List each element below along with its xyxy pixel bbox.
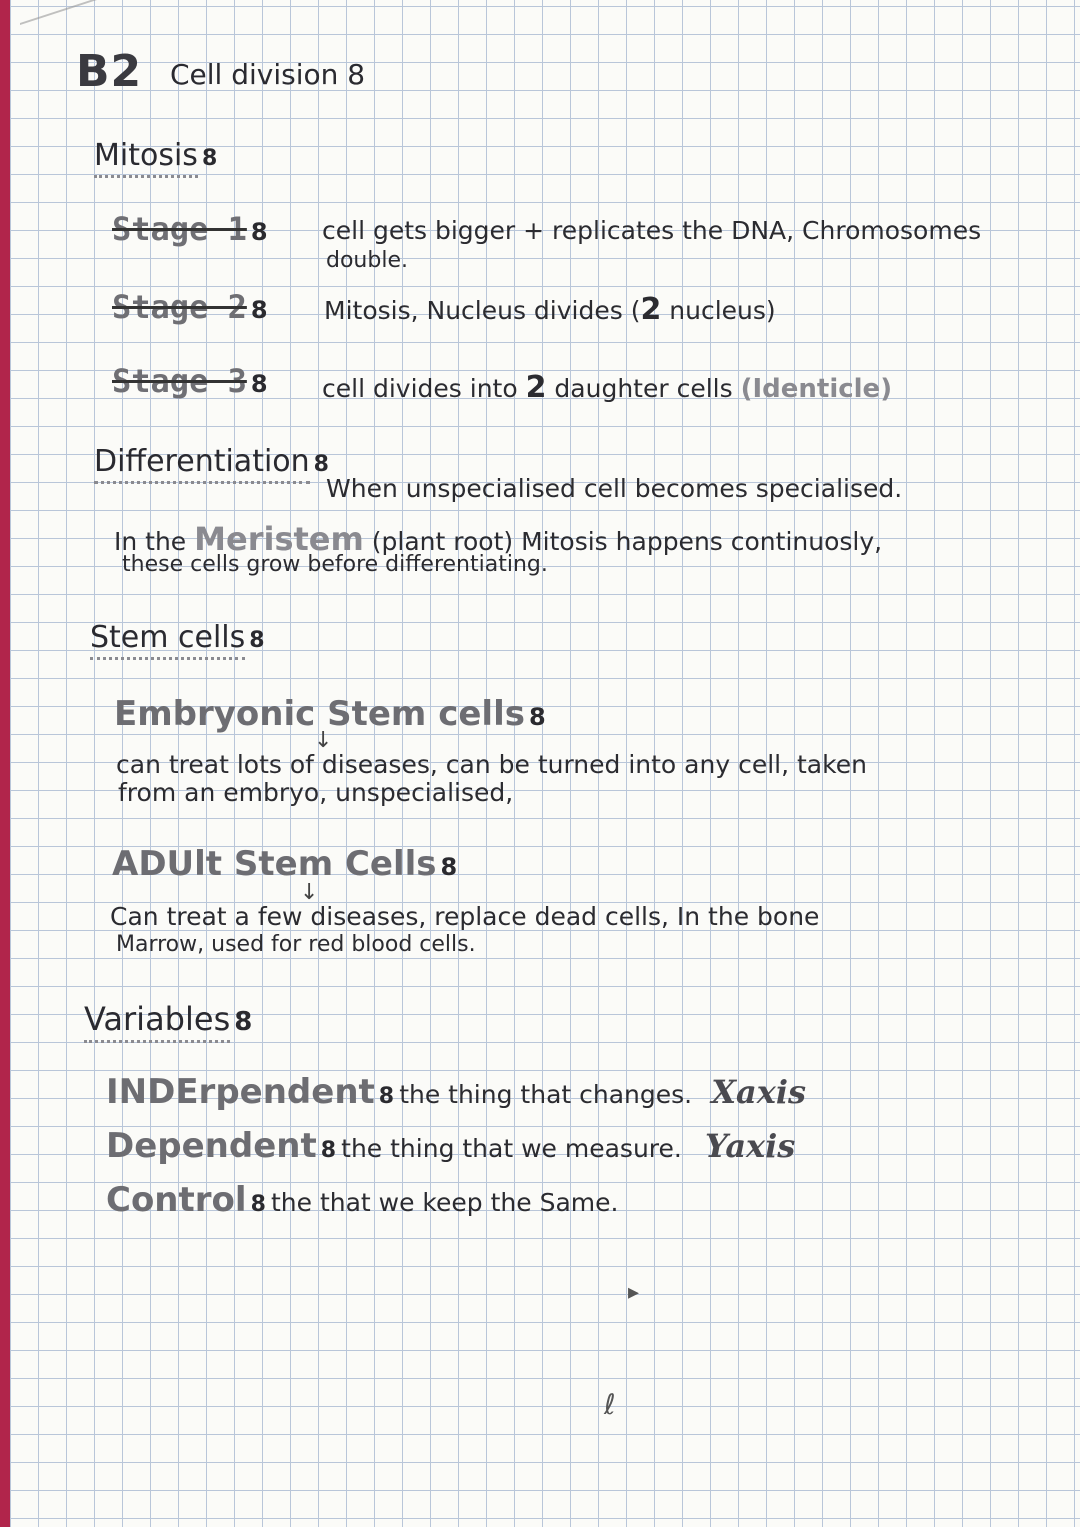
variable-row-control <box>106 1180 618 1220</box>
stage-3-sep: 8 <box>250 370 268 398</box>
meristem-rest: (plant root) Mitosis happens continuosly, <box>371 527 883 556</box>
stage-2-number: 2 <box>640 292 662 327</box>
stage-3-text-mid: daughter cells <box>554 374 733 403</box>
stage-1-row <box>112 210 268 248</box>
variables-heading-text: Variables <box>84 1000 230 1043</box>
stage-3-number: 2 <box>525 370 547 405</box>
adult-title-text: ADUlt Stem Cells <box>112 844 437 884</box>
variable-text-dependent: the thing that we measure. <box>341 1134 682 1163</box>
stage-3-text-before: cell divides into <box>322 374 518 403</box>
stage-3-label: Stage 3 <box>112 362 247 400</box>
embryonic-arrow-icon: ↓ <box>314 728 333 753</box>
variable-row-independent <box>106 1072 806 1112</box>
stage-1-text-line1: cell gets bigger + replicates the DNA, Chromosomes <box>322 216 982 245</box>
page-title: Cell division 8 <box>170 58 366 91</box>
embryonic-line2: from an embryo, unspecialised, <box>118 778 514 807</box>
stage-2-row <box>112 288 268 326</box>
stage-1-text-line2: double. <box>326 248 408 273</box>
variable-text-control: the that we keep the Same. <box>270 1188 619 1217</box>
embryonic-title-text: Embryonic Stem cells <box>114 694 525 734</box>
variables-heading-mark: 8 <box>234 1007 253 1037</box>
variable-sep-independent: 8 <box>378 1084 395 1109</box>
differentiation-heading <box>94 444 329 479</box>
page-margin-edge <box>0 0 10 1527</box>
stage-2-sep: 8 <box>250 296 268 324</box>
mitosis-heading-mark: 8 <box>201 146 218 171</box>
stage-2-text-after: nucleus) <box>661 296 776 325</box>
meristem-word: Meristem <box>194 520 364 558</box>
stem-cells-heading-text: Stem cells <box>90 620 245 660</box>
adult-line2: Marrow, used for red blood cells. <box>116 932 476 957</box>
mitosis-heading <box>94 138 217 173</box>
adult-line1: Can treat a few diseases, replace dead cells, In the bone <box>110 902 820 931</box>
mitosis-heading-text: Mitosis <box>94 138 198 178</box>
adult-arrow-icon: ↓ <box>300 880 319 905</box>
pen-mark-triangle: ▸ <box>628 1280 640 1305</box>
adult-title-mark: 8 <box>440 853 458 881</box>
stage-2-text-before: Mitosis, Nucleus divides ( <box>324 296 641 325</box>
variable-axis-dependent: Yaxis <box>704 1127 796 1165</box>
stage-1-sep: 8 <box>250 218 268 246</box>
stage-3-emphasis: (Identicle) <box>740 374 893 404</box>
variable-term-dependent: Dependent <box>106 1126 317 1166</box>
differentiation-definition: When unspecialised cell becomes specialised. <box>326 474 903 503</box>
embryonic-title-mark: 8 <box>528 703 546 731</box>
variable-term-independent: INDErpendent <box>106 1072 375 1112</box>
stage-2-text <box>324 292 776 327</box>
differentiation-heading-text: Differentiation <box>94 444 310 484</box>
variable-row-dependent <box>106 1126 795 1166</box>
stem-cells-heading <box>90 620 265 655</box>
page-title-code: B2 <box>76 46 143 97</box>
stage-2-label: Stage 2 <box>112 288 247 326</box>
meristem-line2: these cells grow before differentiating. <box>122 552 548 577</box>
meristem-prefix: In the <box>114 527 187 556</box>
differentiation-heading-mark: 8 <box>313 452 329 477</box>
stage-1-label: Stage 1 <box>112 210 247 248</box>
variable-term-control: Control <box>106 1180 247 1220</box>
pen-mark-scribble: ℓ <box>604 1388 616 1421</box>
variable-sep-control: 8 <box>250 1192 266 1217</box>
stem-cells-heading-mark: 8 <box>249 628 265 653</box>
stage-3-row <box>112 362 268 400</box>
embryonic-line1: can treat lots of diseases, can be turned into any cell, taken <box>116 750 867 779</box>
variable-axis-independent: Xaxis <box>711 1073 807 1111</box>
variables-heading <box>84 1000 252 1038</box>
stage-3-text <box>322 370 892 405</box>
adult-title <box>112 844 457 884</box>
variable-sep-dependent: 8 <box>320 1138 337 1163</box>
variable-text-independent: the thing that changes. <box>399 1080 693 1109</box>
